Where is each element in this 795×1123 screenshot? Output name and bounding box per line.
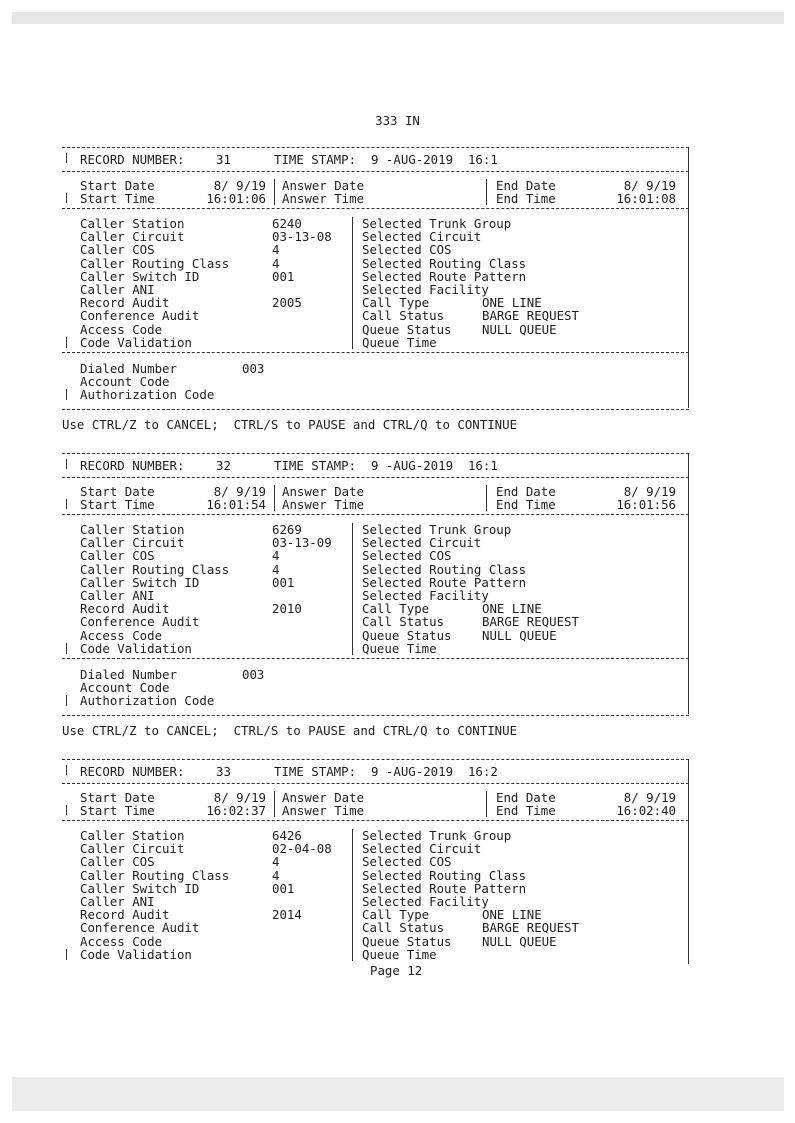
queue-time-label: Queue Time	[362, 640, 437, 656]
time-stamp-label: TIME STAMP:	[274, 764, 357, 779]
selected-cos-label: Selected COS	[362, 242, 452, 258]
record-border-right	[688, 760, 689, 964]
answer-time-label: Answer Time	[282, 803, 365, 818]
caller-cos-value: 4	[272, 242, 280, 258]
caller-cos-value: 4	[272, 548, 280, 564]
record-border-left	[66, 459, 67, 469]
time-stamp-value: 9 -AUG-2019 16:1	[371, 152, 498, 167]
dialed-number-value: 003	[242, 667, 265, 682]
selected-circuit-label: Selected Circuit	[362, 841, 482, 857]
queue-status-value: NULL QUEUE	[482, 321, 557, 337]
end-time-label: End Time	[496, 803, 556, 818]
start-date-value: 8/ 9/19	[213, 178, 266, 193]
start-time-label: Start Time	[80, 803, 155, 818]
caller-switch-id-label: Caller Switch ID	[80, 880, 200, 896]
caller-circuit-label: Caller Circuit	[80, 841, 185, 857]
caller-routing-class-value: 4	[272, 561, 280, 577]
start-date-label: Start Date	[80, 790, 155, 805]
end-date-value: 8/ 9/19	[623, 178, 676, 193]
caller-switch-id-label: Caller Switch ID	[80, 574, 200, 590]
answer-date-label: Answer Date	[282, 484, 365, 499]
start-date-value: 8/ 9/19	[213, 484, 266, 499]
caller-routing-class-label: Caller Routing Class	[80, 561, 230, 577]
start-date-value: 8/ 9/19	[213, 790, 266, 805]
control-message: Use CTRL/Z to CANCEL; CTRL/S to PAUSE and CTRL/Q to CONTINUE	[62, 417, 518, 432]
end-date-label: End Date	[496, 790, 556, 805]
call-type-value: ONE LINE	[482, 907, 542, 923]
call-type-label: Call Type	[362, 601, 430, 617]
caller-switch-id-label: Caller Switch ID	[80, 268, 200, 284]
queue-status-value: NULL QUEUE	[482, 933, 557, 949]
caller-circuit-value: 03-13-08	[272, 229, 332, 245]
start-time-value: 16:02:37	[206, 803, 266, 818]
page-number: Page 12	[370, 963, 423, 978]
vertical-rule	[486, 179, 487, 205]
selected-route-pattern-label: Selected Route Pattern	[362, 880, 527, 896]
dashed-rule	[62, 352, 689, 353]
end-time-value: 16:02:40	[616, 803, 676, 818]
dashed-rule	[62, 514, 689, 515]
vertical-rule	[274, 791, 275, 817]
answer-time-label: Answer Time	[282, 497, 365, 512]
dialed-number-value: 003	[242, 361, 265, 376]
queue-status-label: Queue Status	[362, 321, 452, 337]
caller-circuit-label: Caller Circuit	[80, 229, 185, 245]
record-number-value: 31	[216, 152, 231, 167]
selected-cos-label: Selected COS	[362, 854, 452, 870]
vertical-rule	[274, 179, 275, 205]
vertical-rule	[352, 523, 353, 655]
selected-routing-class-label: Selected Routing Class	[362, 561, 527, 577]
authorization-code-label: Authorization Code	[80, 387, 215, 402]
caller-cos-label: Caller COS	[80, 548, 155, 564]
selected-trunk-group-label: Selected Trunk Group	[362, 216, 512, 231]
selected-circuit-label: Selected Circuit	[362, 535, 482, 551]
call-status-value: BARGE REQUEST	[482, 614, 579, 630]
queue-time-label: Queue Time	[362, 334, 437, 350]
time-stamp-value: 9 -AUG-2019 16:2	[371, 764, 498, 779]
caller-switch-id-value: 001	[272, 268, 295, 284]
conference-audit-label: Conference Audit	[80, 614, 200, 630]
authorization-code-label: Authorization Code	[80, 693, 215, 708]
end-date-label: End Date	[496, 484, 556, 499]
caller-cos-value: 4	[272, 854, 280, 870]
record-border-left	[66, 153, 67, 163]
record-border-left	[66, 805, 67, 815]
caller-routing-class-value: 4	[272, 255, 280, 271]
dialed-number-label: Dialed Number	[80, 667, 177, 682]
call-status-label: Call Status	[362, 920, 445, 936]
end-date-value: 8/ 9/19	[623, 790, 676, 805]
vertical-rule	[274, 485, 275, 511]
call-type-label: Call Type	[362, 907, 430, 923]
dashed-rule	[62, 409, 689, 410]
dashed-rule	[62, 820, 689, 821]
start-time-value: 16:01:06	[206, 191, 266, 206]
record-number-value: 33	[216, 764, 231, 779]
selected-facility-label: Selected Facility	[362, 588, 489, 603]
end-time-label: End Time	[496, 497, 556, 512]
record-border-left	[66, 389, 67, 400]
dashed-rule	[62, 783, 689, 784]
caller-station-label: Caller Station	[80, 522, 185, 537]
selected-routing-class-label: Selected Routing Class	[362, 867, 527, 883]
caller-routing-class-label: Caller Routing Class	[80, 255, 230, 271]
answer-date-label: Answer Date	[282, 790, 365, 805]
caller-routing-class-label: Caller Routing Class	[80, 867, 230, 883]
end-date-label: End Date	[496, 178, 556, 193]
dashed-rule	[62, 171, 689, 172]
record-number-value: 32	[216, 458, 231, 473]
queue-status-label: Queue Status	[362, 933, 452, 949]
caller-switch-id-value: 001	[272, 880, 295, 896]
vertical-rule	[486, 791, 487, 817]
record-audit-label: Record Audit	[80, 295, 170, 311]
record-audit-label: Record Audit	[80, 601, 170, 617]
vertical-rule	[352, 829, 353, 961]
answer-date-label: Answer Date	[282, 178, 365, 193]
caller-ani-label: Caller ANI	[80, 588, 155, 603]
selected-route-pattern-label: Selected Route Pattern	[362, 574, 527, 590]
selected-facility-label: Selected Facility	[362, 894, 489, 909]
vertical-rule	[352, 217, 353, 349]
record-audit-value: 2010	[272, 601, 302, 617]
caller-station-value: 6269	[272, 522, 302, 537]
call-type-label: Call Type	[362, 295, 430, 311]
access-code-label: Access Code	[80, 627, 163, 643]
record-border-left	[66, 499, 67, 509]
selected-cos-label: Selected COS	[362, 548, 452, 564]
code-validation-label: Code Validation	[80, 334, 192, 350]
caller-cos-label: Caller COS	[80, 242, 155, 258]
record-border-right	[688, 148, 689, 408]
dashed-rule	[62, 715, 689, 716]
selected-facility-label: Selected Facility	[362, 282, 489, 297]
caller-circuit-value: 02-04-08	[272, 841, 332, 857]
call-status-value: BARGE REQUEST	[482, 308, 579, 324]
record-border-left	[66, 695, 67, 706]
scan-edge-bottom	[12, 1077, 784, 1111]
record-number-label: RECORD NUMBER:	[80, 458, 185, 473]
call-status-label: Call Status	[362, 308, 445, 324]
caller-station-value: 6426	[272, 828, 302, 843]
record-audit-label: Record Audit	[80, 907, 170, 923]
start-date-label: Start Date	[80, 484, 155, 499]
caller-ani-label: Caller ANI	[80, 282, 155, 297]
selected-routing-class-label: Selected Routing Class	[362, 255, 527, 271]
call-status-label: Call Status	[362, 614, 445, 630]
call-type-value: ONE LINE	[482, 601, 542, 617]
queue-time-label: Queue Time	[362, 946, 437, 962]
scan-edge-top	[12, 12, 784, 24]
record-number-label: RECORD NUMBER:	[80, 764, 185, 779]
end-time-value: 16:01:56	[616, 497, 676, 512]
end-time-value: 16:01:08	[616, 191, 676, 206]
start-time-label: Start Time	[80, 497, 155, 512]
access-code-label: Access Code	[80, 933, 163, 949]
caller-circuit-label: Caller Circuit	[80, 535, 185, 551]
queue-status-value: NULL QUEUE	[482, 627, 557, 643]
call-type-value: ONE LINE	[482, 295, 542, 311]
account-code-label: Account Code	[80, 374, 170, 389]
queue-status-label: Queue Status	[362, 627, 452, 643]
start-time-label: Start Time	[80, 191, 155, 206]
time-stamp-value: 9 -AUG-2019 16:1	[371, 458, 498, 473]
account-code-label: Account Code	[80, 680, 170, 695]
page-header: 333 IN	[375, 113, 420, 128]
record-audit-value: 2014	[272, 907, 302, 923]
record-number-label: RECORD NUMBER:	[80, 152, 185, 167]
dashed-rule	[62, 147, 689, 148]
selected-route-pattern-label: Selected Route Pattern	[362, 268, 527, 284]
dashed-rule	[62, 208, 689, 209]
selected-trunk-group-label: Selected Trunk Group	[362, 522, 512, 537]
vertical-rule	[486, 485, 487, 511]
record-audit-value: 2005	[272, 295, 302, 311]
dashed-rule	[62, 453, 689, 454]
code-validation-label: Code Validation	[80, 640, 192, 656]
caller-routing-class-value: 4	[272, 867, 280, 883]
record-border-left	[66, 765, 67, 775]
selected-trunk-group-label: Selected Trunk Group	[362, 828, 512, 843]
end-date-value: 8/ 9/19	[623, 484, 676, 499]
code-validation-label: Code Validation	[80, 946, 192, 962]
dialed-number-label: Dialed Number	[80, 361, 177, 376]
start-date-label: Start Date	[80, 178, 155, 193]
record-border-left	[66, 337, 67, 348]
caller-switch-id-value: 001	[272, 574, 295, 590]
record-border-left	[66, 949, 67, 960]
control-message: Use CTRL/Z to CANCEL; CTRL/S to PAUSE and CTRL/Q to CONTINUE	[62, 723, 518, 738]
caller-circuit-value: 03-13-09	[272, 535, 332, 551]
record-border-right	[688, 454, 689, 714]
caller-station-label: Caller Station	[80, 828, 185, 843]
access-code-label: Access Code	[80, 321, 163, 337]
record-border-left	[66, 193, 67, 203]
time-stamp-label: TIME STAMP:	[274, 152, 357, 167]
dashed-rule	[62, 759, 689, 760]
conference-audit-label: Conference Audit	[80, 308, 200, 324]
conference-audit-label: Conference Audit	[80, 920, 200, 936]
dashed-rule	[62, 477, 689, 478]
caller-cos-label: Caller COS	[80, 854, 155, 870]
start-time-value: 16:01:54	[206, 497, 266, 512]
caller-station-label: Caller Station	[80, 216, 185, 231]
answer-time-label: Answer Time	[282, 191, 365, 206]
time-stamp-label: TIME STAMP:	[274, 458, 357, 473]
caller-station-value: 6240	[272, 216, 302, 231]
call-status-value: BARGE REQUEST	[482, 920, 579, 936]
caller-ani-label: Caller ANI	[80, 894, 155, 909]
end-time-label: End Time	[496, 191, 556, 206]
selected-circuit-label: Selected Circuit	[362, 229, 482, 245]
dashed-rule	[62, 658, 689, 659]
record-border-left	[66, 643, 67, 654]
